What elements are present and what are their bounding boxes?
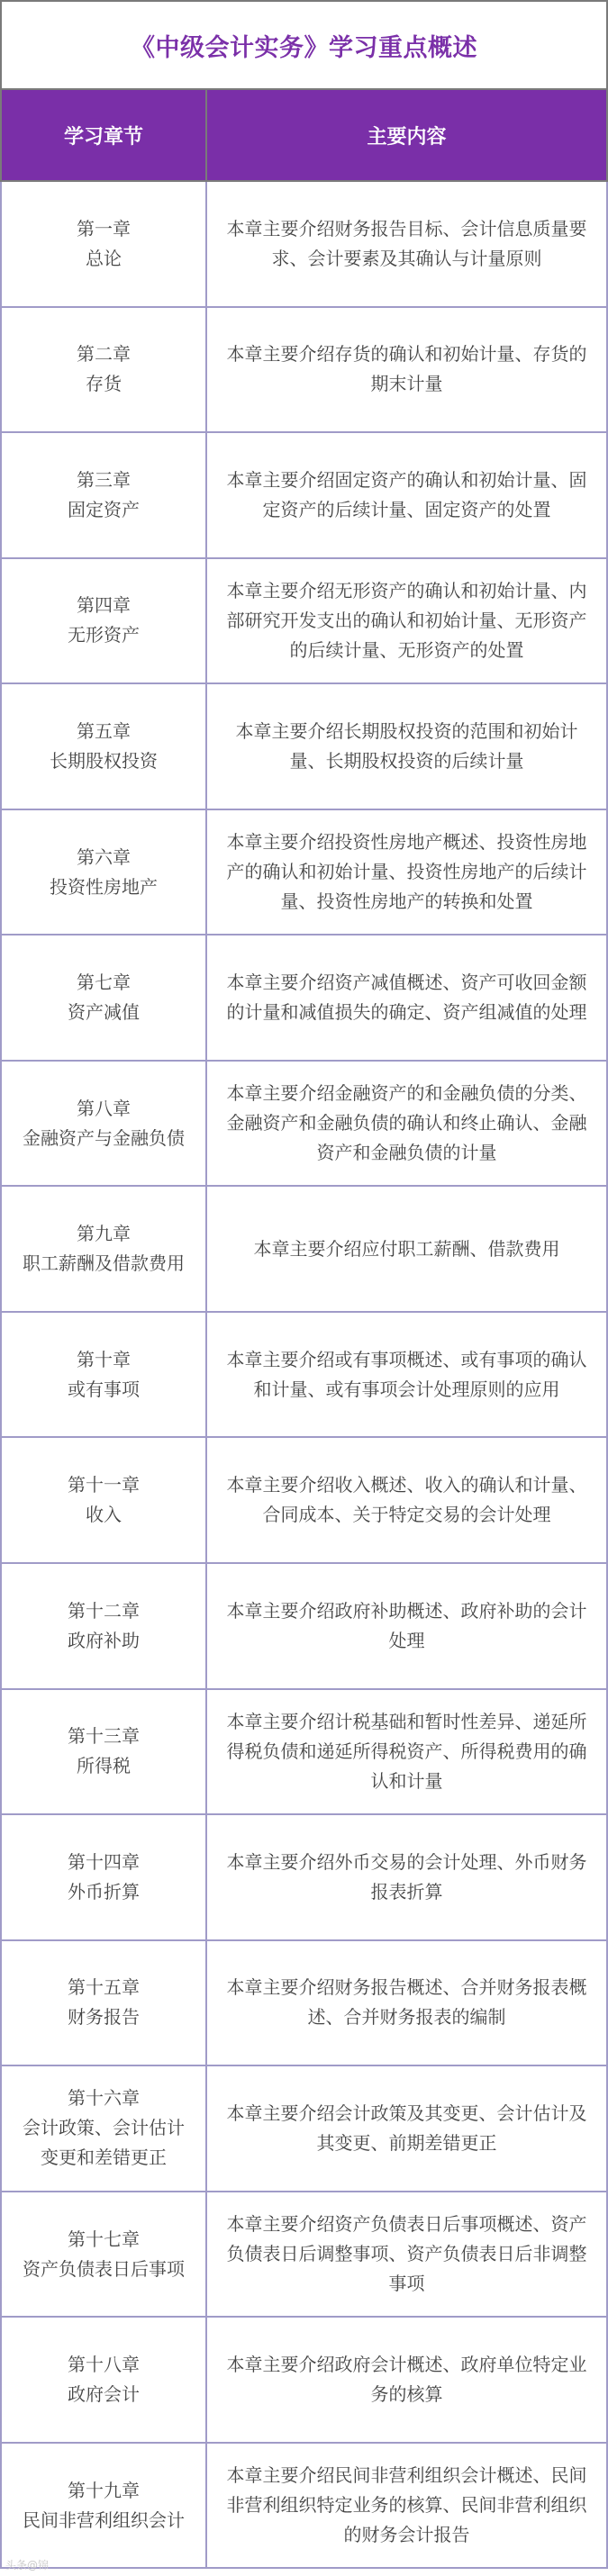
table-row [1, 2065, 607, 2192]
content-cell: 本章主要介绍财务报告概述、合并财务报表概述、合并财务报表的编制 [206, 1940, 607, 2066]
chapter-number: 第五章 [77, 719, 131, 742]
watermark: 头条@锦 [5, 2559, 50, 2571]
chapter-name: 外币折算 [68, 1880, 140, 1903]
chapter-cell [1, 1186, 206, 1312]
chapter-cell [1, 1061, 206, 1187]
chapter-name: 资产减值 [68, 1001, 140, 1024]
table-row [1, 1437, 607, 1563]
header-content: 主要内容 [206, 89, 607, 181]
title-bar [0, 0, 608, 88]
content-cell: 本章主要介绍应付职工薪酬、借款费用 [206, 1186, 607, 1312]
chapter-number: 第三章 [77, 468, 131, 491]
chapter-cell [1, 558, 206, 684]
table-row [1, 558, 607, 684]
table-row [1, 181, 607, 307]
chapter-name: 职工薪酬及借款费用 [23, 1252, 185, 1275]
chapter-name: 所得税 [77, 1755, 131, 1777]
chapter-number: 第六章 [77, 845, 131, 868]
chapter-number: 第十六章 [68, 2087, 140, 2110]
chapter-name: 政府会计 [68, 2383, 140, 2406]
chapter-number: 第四章 [77, 594, 131, 617]
chapter-name: 总论 [86, 247, 122, 269]
content-cell: 本章主要介绍资产减值概述、资产可收回金额的计量和减值损失的确定、资产组减值的处理 [206, 935, 607, 1061]
content-cell: 本章主要介绍民间非营利组织会计概述、民间非营利组织特定业务的核算、民间非营利组织的财务会计报告 [206, 2443, 607, 2569]
chapter-number: 第八章 [77, 1097, 131, 1119]
chapter-name: 民间非营利组织会计 [23, 2508, 185, 2531]
content-cell: 本章主要介绍长期股权投资的范围和初始计量、长期股权投资的后续计量 [206, 683, 607, 809]
chapter-name: 固定资产 [68, 498, 140, 520]
chapter-cell [1, 432, 206, 558]
chapter-cell [1, 2443, 206, 2569]
table-row [1, 2317, 607, 2443]
table-row [1, 1312, 607, 1438]
content-cell: 本章主要介绍资产负债表日后事项概述、资产负债表日后调整事项、资产负债表日后非调整事项 [206, 2192, 607, 2318]
table-row [1, 1689, 607, 1815]
chapter-cell [1, 935, 206, 1061]
chapter-cell [1, 1312, 206, 1438]
table-row [1, 1186, 607, 1312]
table-row [1, 1814, 607, 1940]
chapter-number: 第二章 [77, 343, 131, 366]
chapter-cell [1, 2317, 206, 2443]
content-cell: 本章主要介绍固定资产的确认和初始计量、固定资产的后续计量、固定资产的处置 [206, 432, 607, 558]
content-cell: 本章主要介绍投资性房地产概述、投资性房地产的确认和初始计量、投资性房地产的后续计量、投资性房地产的转换和处置 [206, 809, 607, 935]
chapter-name: 无形资产 [68, 624, 140, 646]
chapter-name: 金融资产与金融负债 [23, 1126, 185, 1149]
chapter-table [0, 88, 608, 2569]
table-row [1, 935, 607, 1061]
table-row [1, 2443, 607, 2569]
table-row [1, 1563, 607, 1689]
chapter-name: 或有事项 [68, 1378, 140, 1400]
content-cell: 本章主要介绍政府补助概述、政府补助的会计处理 [206, 1563, 607, 1689]
table-row [1, 2192, 607, 2318]
chapter-cell [1, 181, 206, 307]
chapter-name: 投资性房地产 [50, 875, 158, 898]
content-cell: 本章主要介绍无形资产的确认和初始计量、内部研究开发支出的确认和初始计量、无形资产的后续计量、无形资产的处置 [206, 558, 607, 684]
content-cell: 本章主要介绍会计政策及其变更、会计估计及其变更、前期差错更正 [206, 2065, 607, 2192]
table-row [1, 1061, 607, 1187]
chapter-name: 长期股权投资 [50, 749, 158, 772]
table-row [1, 1940, 607, 2066]
chapter-number: 第十九章 [68, 2479, 140, 2501]
chapter-cell [1, 1940, 206, 2066]
content-cell: 本章主要介绍收入概述、收入的确认和计量、合同成本、关于特定交易的会计处理 [206, 1437, 607, 1563]
chapter-number: 第十章 [77, 1348, 131, 1370]
chapter-number: 第十二章 [68, 1599, 140, 1622]
table-row [1, 432, 607, 558]
chapter-number: 第十一章 [68, 1474, 140, 1496]
chapter-name: 会计政策、会计估计变更和差错更正 [23, 2117, 185, 2169]
content-cell: 本章主要介绍或有事项概述、或有事项的确认和计量、或有事项会计处理原则的应用 [206, 1312, 607, 1438]
table-row [1, 809, 607, 935]
page-title: 《中级会计实务》学习重点概述 [131, 33, 477, 62]
chapter-number: 第十四章 [68, 1850, 140, 1873]
chapter-cell [1, 1437, 206, 1563]
chapter-name: 存货 [86, 373, 122, 395]
chapter-name: 政府补助 [68, 1629, 140, 1651]
content-cell: 本章主要介绍外币交易的会计处理、外币财务报表折算 [206, 1814, 607, 1940]
content-cell: 本章主要介绍财务报告目标、会计信息质量要求、会计要素及其确认与计量原则 [206, 181, 607, 307]
header-chapter: 学习章节 [1, 89, 206, 181]
chapter-name: 财务报告 [68, 2006, 140, 2029]
chapter-number: 第十八章 [68, 2354, 140, 2376]
chapter-name: 资产负债表日后事项 [23, 2257, 185, 2280]
chapter-name: 收入 [86, 1504, 122, 1526]
chapter-cell [1, 2192, 206, 2318]
chapter-cell [1, 683, 206, 809]
chapter-cell [1, 809, 206, 935]
table-row [1, 683, 607, 809]
chapter-number: 第七章 [77, 972, 131, 994]
chapter-number: 第十三章 [68, 1725, 140, 1748]
chapter-number: 第一章 [77, 217, 131, 240]
chapter-number: 第十七章 [68, 2228, 140, 2250]
chapter-cell [1, 1563, 206, 1689]
chapter-number: 第九章 [77, 1223, 131, 1245]
chapter-cell [1, 307, 206, 433]
chapter-cell [1, 1814, 206, 1940]
content-cell: 本章主要介绍金融资产的和金融负债的分类、金融资产和金融负债的确认和终止确认、金融资产和金融负债的计量 [206, 1061, 607, 1187]
content-cell: 本章主要介绍政府会计概述、政府单位特定业务的核算 [206, 2317, 607, 2443]
chapter-cell [1, 2065, 206, 2192]
chapter-number: 第十五章 [68, 1976, 140, 1999]
table-row [1, 307, 607, 433]
chapter-cell [1, 1689, 206, 1815]
content-cell: 本章主要介绍存货的确认和初始计量、存货的期末计量 [206, 307, 607, 433]
table-header-row [1, 89, 607, 181]
content-cell: 本章主要介绍计税基础和暂时性差异、递延所得税负债和递延所得税资产、所得税费用的确认和计量 [206, 1689, 607, 1815]
table-body [1, 181, 607, 2568]
